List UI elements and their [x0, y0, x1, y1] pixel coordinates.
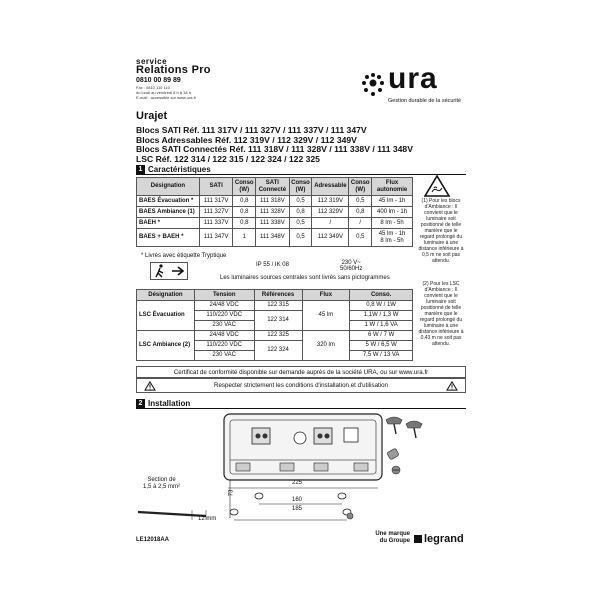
exit-sign-icon [150, 262, 188, 280]
respecter-box [136, 378, 466, 393]
cell: / [312, 218, 349, 229]
warning-icon [445, 381, 459, 391]
th-flux: Flux [302, 290, 350, 301]
cell: 0,8 [289, 207, 312, 218]
cell: 111 347V [199, 229, 233, 247]
th-sati: SATI [199, 178, 233, 196]
section-number: 2 [136, 399, 145, 408]
th-designation: Désignation [137, 290, 195, 301]
cell: 1 W / 1,6 VA [350, 321, 413, 331]
legrand-text: legrand [424, 533, 464, 545]
service-hours: du lundi au vendredi 8 h à 18 h [136, 90, 191, 95]
legrand-logo [414, 533, 464, 545]
table-row [137, 196, 413, 207]
cell: 122 314 [254, 311, 302, 331]
th-adressable: Adressable [312, 178, 349, 196]
cell: 230 VAC [194, 321, 254, 331]
screw-icon [392, 466, 400, 474]
side-note-ambiance-lsc: (2) Pour les LSC d'Ambiance : Il convient que le luminaire soit positionné de telle manière que le regard prolongé du luminaire à une distance inférieure à 0,43 m ne soit pas attendu. [418, 281, 464, 347]
cell: 5 W / 6,5 W [350, 341, 413, 351]
cell: 112 349V [312, 229, 349, 247]
cell: 0,5 [349, 229, 372, 247]
cell: 0,8 W / 1W [350, 301, 413, 311]
th-conso: Conso (W) [349, 178, 372, 196]
voltage-rating: 230 V~ 50/60Hz [340, 260, 363, 272]
product-name: Urajet [136, 110, 168, 122]
dim-160: 160 [292, 497, 303, 503]
cell: 45 lm - 1h [372, 196, 413, 207]
refs-line: Blocs SATI Réf. 111 317V / 111 327V / 111 337V / 111 347V [136, 125, 367, 135]
cell: 111 318V [256, 196, 290, 207]
th-conso: Conso (W) [289, 178, 312, 196]
section-title: Installation [148, 398, 191, 408]
cell: 0,8 [349, 207, 372, 218]
cell: 0,8 [233, 196, 256, 207]
cell: 0,8 [233, 207, 256, 218]
warning-icon [143, 381, 157, 391]
cell: 0,5 [289, 218, 312, 229]
th-sati-connecte: SATI Connecté [256, 178, 290, 196]
service-phone: 0810 00 89 89 [136, 77, 181, 84]
cell: 122 315 [254, 301, 302, 311]
cell: 112 329V [312, 207, 349, 218]
cell: LSC Évacuation [137, 301, 195, 331]
cell: 230 VAC [194, 351, 254, 361]
cell: 111 317V [199, 196, 233, 207]
lsc-table [136, 289, 413, 361]
cell: BAEH * [137, 218, 200, 229]
table-row [137, 229, 413, 247]
cell: 1,1W / 1,3 W [350, 311, 413, 321]
cell: LSC Ambiance (2) [137, 331, 195, 361]
product-refs [136, 126, 476, 164]
ip-rating: IP 55 / IK 08 [256, 262, 289, 268]
th-tension: Tension [194, 290, 254, 301]
cell: 111 328V [256, 207, 290, 218]
characteristics-table [136, 177, 413, 247]
pictos-note: Les luminaires sources centrales sont livrés sans pictogrammes [220, 275, 390, 281]
table-row [137, 301, 413, 311]
cell: 111 327V [199, 207, 233, 218]
cell: 0,5 [349, 196, 372, 207]
cell: 0,5 [289, 229, 312, 247]
cell: 111 337V [199, 218, 233, 229]
service-title: Relations Pro [136, 64, 211, 76]
service-label: service [136, 57, 168, 66]
cell: 122 324 [254, 341, 302, 361]
service-fax: Fax : 0810 110 110 [136, 85, 170, 90]
section-header-2 [136, 398, 466, 409]
cell: 0,5 [289, 196, 312, 207]
cell: 8 lm - 5h [372, 218, 413, 229]
cell: 6 W / 7 W [350, 331, 413, 341]
dim-185: 185 [292, 506, 303, 512]
refs-line: Blocs SATI Connectés Réf. 111 318V / 111 328V / 111 338V / 111 348V [136, 144, 413, 155]
section-number: 1 [136, 165, 145, 174]
dim-225: 225 [292, 480, 303, 486]
cell: 45 lm - 1h 8 lm - 5h [372, 229, 413, 247]
th-designation: Désignation [137, 178, 200, 196]
cell: BAES Évacuation * [137, 196, 200, 207]
marque-groupe: Une marque du Groupe [375, 531, 410, 544]
cell: / [349, 218, 372, 229]
table-row [137, 207, 413, 218]
hot-surface-warning-icon [424, 174, 450, 198]
certificat-text: Certificat de conformité disponible sur demande auprès de la société URA, ou sur www.ura.fr [173, 368, 429, 376]
strip-length: 12 mm [198, 516, 217, 522]
cell: 110/220 VDC [194, 341, 254, 351]
table-row [137, 218, 413, 229]
cell: 0,8 [233, 218, 256, 229]
service-block [136, 57, 266, 100]
cell: 112 319V [312, 196, 349, 207]
respecter-text: Respecter strictement les conditions d'installation et d'utilisation [214, 382, 388, 389]
refs-line: Blocs Adressables Réf. 112 319V / 112 329V / 112 349V [136, 134, 357, 145]
cell: 1 [233, 229, 256, 247]
section-header-1 [136, 164, 466, 175]
th-references: Références [254, 290, 302, 301]
ura-sun-icon [360, 70, 386, 100]
th-conso: Conso (W) [233, 178, 256, 196]
tryptique-note: * Livrés avec étiquette Tryptique [141, 253, 227, 259]
refs-line: LSC Réf. 122 314 / 122 315 / 122 324 / 122 325 [136, 153, 320, 164]
table-row [137, 331, 413, 341]
cell: 24/48 VDC [194, 301, 254, 311]
service-email: E-mail : accessible sur www.ura.fr [136, 95, 197, 100]
ura-logo [360, 62, 470, 110]
cell: BAES Ambiance (1) [137, 207, 200, 218]
cell: 400 lm - 1h [372, 207, 413, 218]
side-note-ambiance-blocs: (1) Pour les blocs d'Ambiance : Il convient que le luminaire soit positionné de telle manière que le regard prolongé du luminaire à une distance inférieure à 0,5 m ne soit pas attendu. [418, 198, 464, 264]
screw-icon [386, 417, 422, 438]
cell: 122 325 [254, 331, 302, 341]
cell: BAES + BAEH * [137, 229, 200, 247]
logo-tagline: Gestion durable de la sécurité [388, 98, 462, 104]
cell: 110/220 VDC [194, 311, 254, 321]
th-flux: Flux autonomie [372, 178, 413, 196]
cell: 111 348V [256, 229, 290, 247]
cell: 111 338V [256, 218, 290, 229]
document-code: LE12018AA [136, 537, 170, 543]
cell: 24/48 VDC [194, 331, 254, 341]
cell: 320 lm [302, 331, 350, 361]
certificat-box [136, 366, 466, 378]
th-conso: Conso. [350, 290, 413, 301]
legrand-mark-icon [414, 535, 422, 543]
installation-drawing [214, 410, 464, 530]
section-title: Caractéristiques [148, 164, 211, 174]
cell: 45 lm [302, 301, 350, 331]
section-label: Section de 1,5 à 2,5 mm² [143, 477, 181, 490]
cell: 7,5 W / 13 VA [350, 351, 413, 361]
dim-73: 73 [228, 489, 235, 497]
logo-text: ura [388, 62, 438, 95]
